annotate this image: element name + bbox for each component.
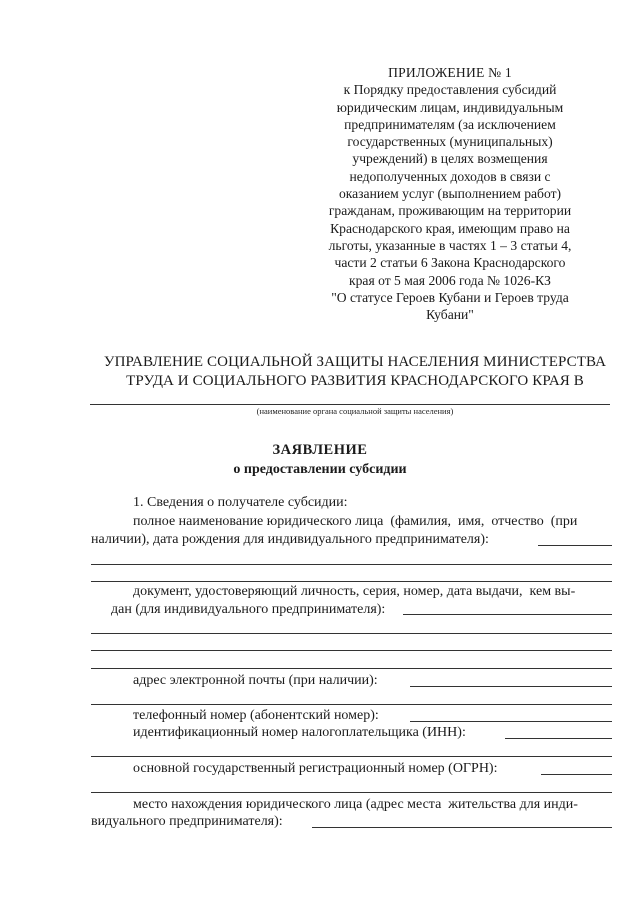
fullname-label-cont: наличии), дата рождения для индивидуального предпринимателя): <box>91 532 489 547</box>
appendix-line: края от 5 мая 2006 года № 1026-КЗ <box>349 272 551 288</box>
appendix-line: льготы, указанные в частях 1 – 3 статьи 4, <box>328 237 572 253</box>
appendix-line: к Порядку предоставления субсидий <box>343 82 557 98</box>
location-label-cont: видуального предпринимателя): <box>91 814 283 829</box>
document-field[interactable] <box>403 614 612 615</box>
document-field-line[interactable] <box>91 633 612 634</box>
appendix-line: Кубани" <box>426 307 474 323</box>
appendix-line: оказанием услуг (выполнением работ) <box>338 186 562 202</box>
fullname-field-line[interactable] <box>91 564 612 565</box>
fullname-field[interactable] <box>538 545 612 546</box>
phone-field[interactable] <box>410 721 612 722</box>
organization-fill-line[interactable] <box>90 404 610 405</box>
appendix-line: Краснодарского края, имеющим право на <box>330 220 570 236</box>
location-field[interactable] <box>312 827 612 828</box>
document-title: ЗАЯВЛЕНИЕ <box>272 442 368 458</box>
appendix-line: недополученных доходов в связи с <box>349 168 551 184</box>
document-field-line[interactable] <box>91 650 612 651</box>
inn-field[interactable] <box>505 738 612 739</box>
document-label-cont: дан (для индивидуального предпринимателя): <box>111 602 386 617</box>
ogrn-field[interactable] <box>541 774 612 775</box>
appendix-line: части 2 статьи 6 Закона Краснодарского <box>334 255 566 271</box>
fullname-label: полное наименование юридического лица (фамилия, имя, отчество (при <box>133 514 578 529</box>
document-subtitle: о предоставлении субсидии <box>233 462 407 477</box>
section-heading: 1. Сведения о получателе субсидии: <box>133 495 348 510</box>
inn-label: идентификационный номер налогоплательщика (ИНН): <box>133 725 466 740</box>
appendix-line: предпринимателям (за исключением <box>344 116 556 132</box>
appendix-line: юридическим лицам, индивидуальным <box>336 99 564 115</box>
ogrn-field-line[interactable] <box>91 792 612 793</box>
appendix-line: гражданам, проживающим на территории <box>328 203 572 219</box>
inn-field-line[interactable] <box>91 756 612 757</box>
phone-label: телефонный номер (абонентский номер): <box>133 708 379 723</box>
location-label: место нахождения юридического лица (адрес места жительства для инди- <box>133 797 578 812</box>
organization-name-line: ТРУДА И СОЦИАЛЬНОГО РАЗВИТИЯ КРАСНОДАРСКОГО КРАЯ В <box>126 373 584 389</box>
appendix-block <box>300 64 600 323</box>
email-field-line[interactable] <box>91 704 612 705</box>
email-label: адрес электронной почты (при наличии): <box>133 673 378 688</box>
organization-name-line: УПРАВЛЕНИЕ СОЦИАЛЬНОЙ ЗАЩИТЫ НАСЕЛЕНИЯ МИНИСТЕРСТВА <box>103 354 607 370</box>
organization-name <box>90 353 620 391</box>
fullname-field-line[interactable] <box>91 581 612 582</box>
appendix-title: ПРИЛОЖЕНИЕ № 1 <box>388 65 512 80</box>
organization-caption: (наименование органа социальной защиты населения) <box>256 406 454 416</box>
appendix-line: учреждений) в целях возмещения <box>352 151 548 167</box>
document-label: документ, удостоверяющий личность, серия, номер, дата выдачи, кем вы- <box>133 584 576 599</box>
document-field-line[interactable] <box>91 668 612 669</box>
email-field[interactable] <box>410 686 612 687</box>
ogrn-label: основной государственный регистрационный номер (ОГРН): <box>133 761 498 776</box>
appendix-line: государственных (муниципальных) <box>347 134 553 150</box>
appendix-line: "О статусе Героев Кубани и Героев труда <box>331 289 569 305</box>
